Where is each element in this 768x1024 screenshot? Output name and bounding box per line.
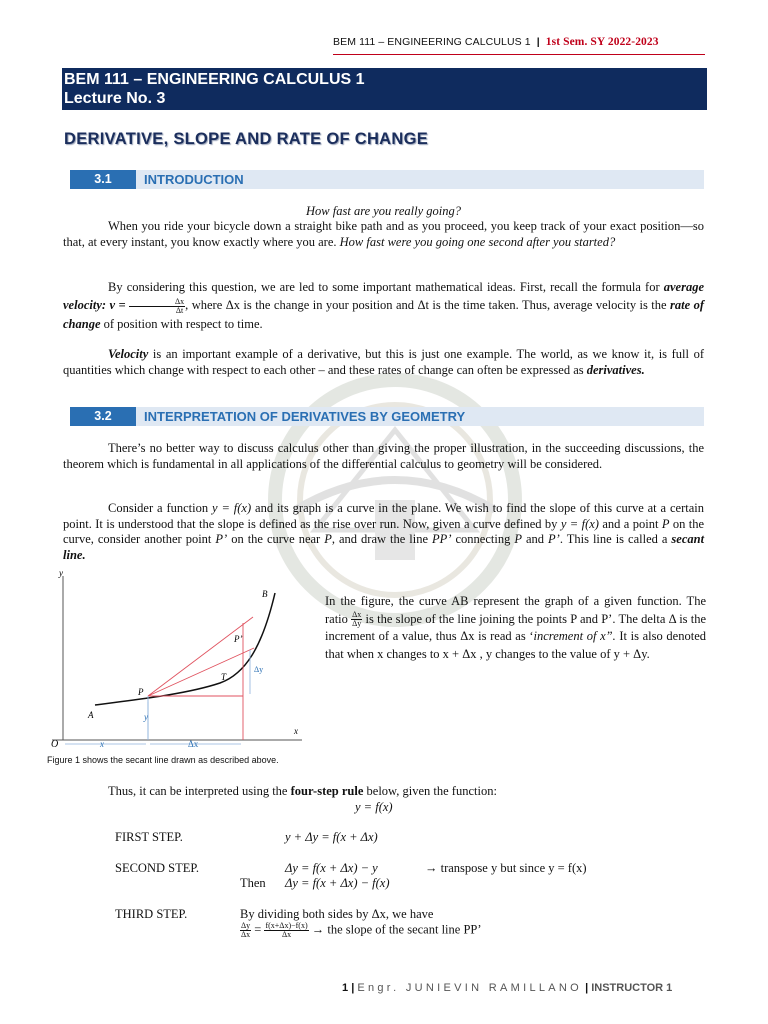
geo-p2-g: connecting [455,532,511,547]
geo-p2-h: . This line is called a [559,532,668,547]
point-P-label: P [138,687,144,697]
section-label: INTERPRETATION OF DERIVATIVES BY GEOMETRY [144,409,466,424]
four-step-bold: four-step rule [290,784,364,798]
footer-sep-2: | [585,982,589,994]
then-equation: Δy = f(x + Δx) − f(x) [285,876,390,890]
point-A-label: A [88,710,94,720]
page-footer [342,982,672,994]
third-lhs-den: Δx [241,930,251,939]
running-header [333,36,659,48]
intro-p3-derivatives: derivatives. [586,362,645,377]
second-step-equation: Δy = f(x + Δx) − y [285,861,378,875]
geo-p2-and: and [525,532,545,547]
fig-text-d: It is also denoted that when x changes to x + Δx , y changes to the value of y + Δy. [325,629,706,661]
first-step-equation: y + Δy = f(x + Δx) [285,830,378,844]
section-header-geometry [70,407,704,426]
dx-label: Δx [188,739,199,749]
header-course: BEM 111 – ENGINEERING CALCULUS 1 [333,36,531,48]
intro-p2-text-c: of position with respect to time. [103,316,263,331]
geo-p2-eq1: y = f(x) [212,501,252,515]
geo-p2-c: and a point [602,516,659,531]
origin-label: O [51,739,59,750]
geo-p2-P-b: P [324,532,332,547]
geo-p2-eq2: y = f(x) [560,516,599,531]
four-step-intro [108,784,497,799]
instructor-name: Engr. JUNIEVIN RAMILLANO [357,982,583,994]
instructor-role: INSTRUCTOR 1 [591,982,673,994]
geo-p2-f: and draw the line [339,532,429,547]
third-step-equation: $\frac{\Delta y}{\Delta x}$ = $\frac{f(x+\Delta x)-f(x)}{\Delta x}$ → the slope of the secant line PP’ [241,921,482,939]
intro-p2-bold: average velocity: [63,280,704,312]
header-rule [333,54,705,55]
velocity-den: Δt [175,305,184,315]
section-label: INTRODUCTION [144,172,244,187]
third-lhs-num: Δy [241,921,251,930]
point-T-label: T [221,672,227,682]
geo-p2-secant: secant line. [63,532,705,562]
third-lhs-fraction [240,922,251,939]
intro-p2-v: v = [109,298,126,312]
footer-sep: | [351,982,355,994]
section-number: 3.1 [70,170,136,189]
intro-p1-question: How fast were you going one second after you started? [339,234,616,249]
banner-course: BEM 111 – ENGINEERING CALCULUS 1 [64,71,365,88]
second-step-label: SECOND STEP. [115,861,200,875]
then-label: Then [240,876,266,890]
third-step-label: THIRD STEP. [115,907,188,921]
geo-p2-b: and its graph is a curve in the plane. We wish to find the slope of this curve at a certain point. It is understood that the slope is defined as the rise over run. Now, given a curve defined by [63,501,704,531]
ratio-fraction [351,611,362,628]
velocity-fraction [129,298,185,315]
point-B-label: B [262,589,268,599]
intro-subtitle [63,204,704,220]
third-rhs-den: Δx [281,930,292,939]
geo-p2-P2-b: P’ [548,532,560,547]
geo-p2-e: on the curve near [231,532,321,547]
function-equation: y = f(x) [355,800,393,814]
intro-paragraph-2 [63,278,704,333]
intro-p3-velocity: Velocity [108,347,149,361]
fig-text-b: is the slope of the line joining the points [365,611,568,626]
fig-text-a: In the figure, the curve AB represent the graph of a given function. The ratio [325,594,706,626]
intro-p2-text-a: By considering this question, we are led to some important mathematical ideas. First, recall the formula for [108,280,660,294]
figure-description [325,593,706,663]
four-step-intro-b: below, given the function: [366,784,497,798]
curve-AB [95,593,275,705]
point-P2-label: P’ [234,634,243,644]
header-separator: | [536,36,540,48]
page-title: DERIVATIVE, SLOPE AND RATE OF CHANGE [64,130,429,148]
ratio-num: Δx [352,610,362,620]
intro-subtitle-text: How fast are you really going? [306,204,461,218]
third-step-note: → the slope of the secant line PP’ [311,922,482,937]
y-axis-label: y [59,568,63,578]
fig-text-c: P and P’. The delta Δ is the increment of a value, thus Δx is read as ‘ [325,611,707,644]
geo-p2-a: Consider a function [108,501,209,515]
page-number: 1 [342,982,349,994]
secant-line [148,617,253,696]
second-step-note: → transpose y but since y = f(x) [425,861,587,875]
section-header-introduction [70,170,704,189]
third-rhs-num: f(x+Δx)−f(x) [265,921,308,930]
velocity-num: Δx [129,298,185,307]
course-banner [62,68,707,110]
third-step-text: By dividing both sides by Δx, we have [240,907,434,921]
third-rhs-fraction [264,922,308,939]
geo-p2-P: P [661,516,670,531]
geo-p2-PP: PP’ [432,532,452,547]
section-number: 3.2 [70,407,136,426]
intro-p1-text: When you ride your bicycle down a straight bike path and as you proceed, you keep track of your exact position—so that, at every instant, you know exactly where you are. [63,219,704,249]
intro-paragraph-1 [63,219,704,250]
intro-p2-rate: rate of change [63,298,704,331]
first-step-label: FIRST STEP. [115,830,183,844]
intro-p2-text-b: , where Δx is the change in your position and Δt is the time taken. Thus, average velocity is the [185,298,667,312]
x-axis-label: x [294,726,298,736]
header-semester: 1st Sem. SY 2022-2023 [545,36,659,48]
y-label: y [144,712,148,722]
geometry-paragraph-2: Consider a function y = f(x) and its graph is a curve in the plane. We wish to find the slope of this curve at a certain point. It is understood that the slope is defined as the rise over run. Now, given a curve defined by y = f(x) and a point P on the curve, consider another point P’ on the curve near P, and draw the line PP’ connecting P and P’. This line is called a secant line. [63,501,705,562]
geometry-paragraph-1: There’s no better way to discuss calculus other than giving the proper illustration, in the succeeding discussions, the theorem which is fundamental in all applications of the differential calculus to geometry will be considered. [63,441,704,471]
dy-label: Δy [254,665,264,674]
intro-p3-text: is an important example of a derivative, but this is just one example. The world, as we know it, is full of quantities which change with respect to each other – and these rates of change can often be expressed as [63,347,705,377]
geo-p2-d: on the curve, consider another point [63,516,705,547]
fig-text-increment: increment of x”. [533,629,616,644]
figure-caption: Figure 1 shows the secant line drawn as described above. [47,755,279,765]
intro-paragraph-3 [63,347,704,378]
x-label: x [100,739,104,749]
geo-p2-P2: P’ [215,532,228,547]
four-step-intro-a: Thus, it can be interpreted using the [108,784,288,798]
banner-lecture: Lecture No. 3 [64,90,166,107]
ratio-den: Δy [352,619,362,629]
geo-p2-P-c: P [514,532,522,547]
secant-line-figure [40,568,310,753]
